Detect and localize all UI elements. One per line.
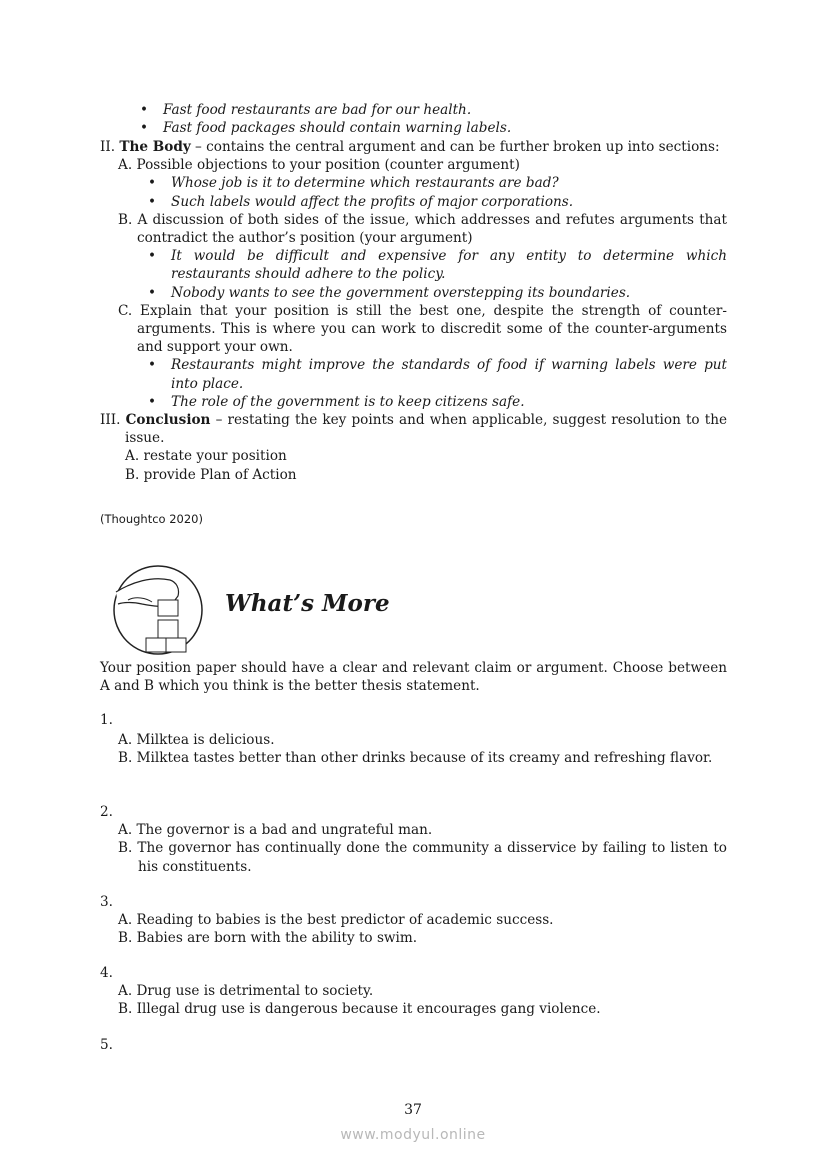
question-number: 2. <box>100 804 113 820</box>
option-b: B. Illegal drug use is dangerous because it encourages gang violence. <box>118 1001 601 1018</box>
bullet-item: • Fast food packages should contain warning labels. <box>140 119 727 137</box>
bullet-item: • It would be difficult and expensive for any entity to determine which restaurants should adhere to the policy. <box>148 247 727 283</box>
conclusion-heading: III. Conclusion – restating the key points and when applicable, suggest resolution to the issue. <box>100 412 727 447</box>
question-3 <box>100 893 727 948</box>
bullet-item: • Whose job is it to determine which restaurants are bad? <box>148 174 727 192</box>
hand-stacking-blocks-icon <box>112 564 204 656</box>
option-b: B. The governor has continually done the community a disservice by failing to listen to his constituents. <box>118 840 727 875</box>
instructions: Your position paper should have a clear and relevant claim or argument. Choose between A and B which you think is the better thesis statement. <box>100 660 727 695</box>
question-number: 3. <box>100 894 113 910</box>
question-1 <box>100 711 727 768</box>
watermark: www.modyul.online <box>340 1127 486 1143</box>
section-b: B. A discussion of both sides of the issue, which addresses and refutes arguments that contradict the author’s position (your argument) <box>118 211 727 247</box>
option-b: B. Babies are born with the ability to swim. <box>118 930 418 947</box>
intro-bullets <box>100 101 727 137</box>
body-heading: II. The Body – contains the central argument and can be further broken up into sections: <box>100 139 720 155</box>
question-number: 4. <box>100 965 113 981</box>
bullet-item: • Nobody wants to see the government overstepping its boundaries. <box>148 284 727 302</box>
conclusion-item: B. provide Plan of Action <box>125 466 297 483</box>
citation: (Thoughtco 2020) <box>100 512 203 526</box>
section-c: C. Explain that your position is still the best one, despite the strength of counter-arguments. This is where you can work to discredit some of the counter-arguments and support your own. <box>118 302 727 356</box>
option-a: A. Milktea is delicious. <box>118 732 275 749</box>
question-number: 5. <box>100 1037 113 1053</box>
question-number: 1. <box>100 712 113 728</box>
conclusion-item: A. restate your position <box>125 448 287 465</box>
bullet-item: • Fast food restaurants are bad for our health. <box>140 101 727 119</box>
bullet-item: • The role of the government is to keep citizens safe. <box>148 393 727 411</box>
bullet-item: • Such labels would affect the profits of major corporations. <box>148 193 727 211</box>
page-number: 37 <box>404 1102 422 1118</box>
option-a: A. Drug use is detrimental to society. <box>118 983 374 1000</box>
bullet-item: • Restaurants might improve the standards of food if warning labels were put into place. <box>148 356 727 392</box>
section-heading: What’s More <box>225 590 390 617</box>
section-a: A. Possible objections to your position (counter argument) <box>118 157 520 174</box>
question-5 <box>100 1036 727 1054</box>
body-section <box>100 138 727 484</box>
option-b: B. Milktea tastes better than other drinks because of its creamy and refreshing flavor. <box>118 750 713 767</box>
option-a: A. Reading to babies is the best predictor of academic success. <box>118 912 554 929</box>
option-a: A. The governor is a bad and ungrateful man. <box>118 822 433 839</box>
question-2 <box>100 803 727 876</box>
question-4 <box>100 964 727 1019</box>
